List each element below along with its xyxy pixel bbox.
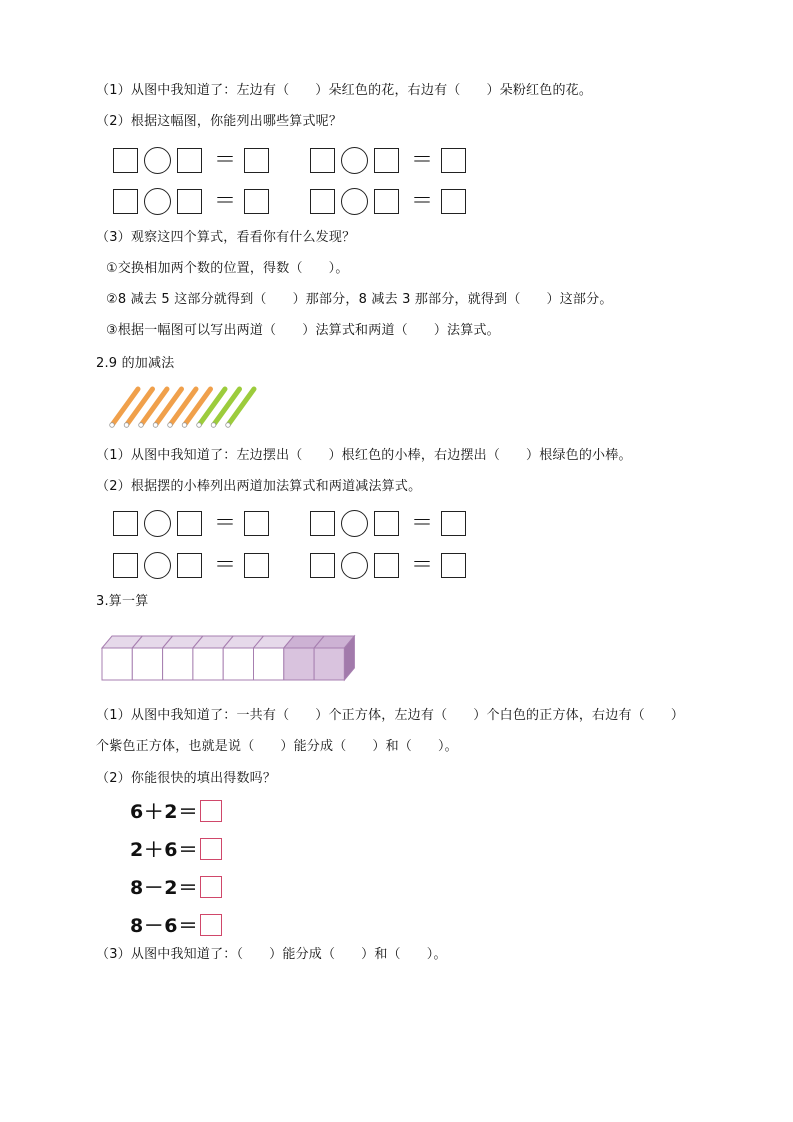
- operator-circle[interactable]: [144, 552, 171, 579]
- equation-row: [310, 510, 466, 537]
- equals-sign: ＝: [214, 189, 237, 214]
- answer-box[interactable]: [200, 876, 222, 898]
- answer-box[interactable]: [113, 553, 138, 578]
- s3-question-1-line1: （1）从图中我知道了：一共有（ ）个正方体，左边有（ ）个白色的正方体，右边有（ ）: [96, 708, 685, 723]
- equation-row: [310, 552, 466, 579]
- answer-box[interactable]: [441, 148, 466, 173]
- operator-circle[interactable]: [341, 552, 368, 579]
- calc-item: [130, 797, 222, 824]
- answer-box[interactable]: [310, 511, 335, 536]
- stick-end: [211, 423, 216, 428]
- s1-question-2: （2）根据这幅图，你能列出哪些算式呢？: [96, 114, 343, 129]
- stick-end: [139, 423, 144, 428]
- s2-question-2: （2）根据摆的小棒列出两道加法算式和两道减法算式。: [96, 479, 422, 494]
- operator-circle[interactable]: [341, 188, 368, 215]
- answer-box[interactable]: [374, 553, 399, 578]
- answer-box[interactable]: [310, 553, 335, 578]
- purple-cube: [314, 648, 344, 680]
- answer-box[interactable]: [244, 189, 269, 214]
- white-cube: [254, 648, 284, 680]
- sticks-illustration: [108, 384, 258, 430]
- operator-circle[interactable]: [144, 147, 171, 174]
- answer-box[interactable]: [177, 553, 202, 578]
- answer-box[interactable]: [200, 914, 222, 936]
- s2-question-1: （1）从图中我知道了：左边摆出（ ）根红色的小棒，右边摆出（ ）根绿色的小棒。: [96, 448, 632, 463]
- answer-box[interactable]: [310, 189, 335, 214]
- orange-stick: [112, 389, 138, 425]
- white-cube: [132, 648, 162, 680]
- s3-question-3: （3）从图中我知道了：（ ）能分成（ ）和（ ）。: [96, 947, 447, 962]
- equals-sign: ＝: [411, 148, 434, 173]
- s1-question-3: （3）观察这四个算式，看看你有什么发现？: [96, 230, 356, 245]
- answer-box[interactable]: [374, 189, 399, 214]
- s1-question-3b: ②8 减去 5 这部分就得到（ ）那部分，8 减去 3 那部分，就得到（ ）这部分。: [106, 292, 613, 307]
- operator-circle[interactable]: [341, 510, 368, 537]
- stick-end: [226, 423, 231, 428]
- answer-box[interactable]: [244, 148, 269, 173]
- answer-box[interactable]: [374, 148, 399, 173]
- answer-box[interactable]: [441, 189, 466, 214]
- stick-end: [153, 423, 158, 428]
- purple-cube: [284, 648, 314, 680]
- white-cube: [223, 648, 253, 680]
- answer-box[interactable]: [244, 553, 269, 578]
- answer-box[interactable]: [310, 148, 335, 173]
- s3-question-1-line2: 个紫色正方体，也就是说（ ）能分成（ ）和（ ）。: [96, 739, 458, 754]
- answer-box[interactable]: [441, 553, 466, 578]
- green-stick: [228, 389, 254, 425]
- equation-row: [113, 510, 269, 537]
- equals-sign: ＝: [411, 511, 434, 536]
- orange-stick: [127, 389, 153, 425]
- white-cube: [163, 648, 193, 680]
- operator-circle[interactable]: [144, 510, 171, 537]
- equals-sign: ＝: [214, 553, 237, 578]
- green-stick: [214, 389, 240, 425]
- s1-question-3a: ①交换相加两个数的位置，得数（ ）。: [106, 261, 349, 276]
- s2-title: 2.9 的加减法: [96, 356, 175, 371]
- equals-sign: ＝: [214, 511, 237, 536]
- calc-item: [130, 911, 222, 938]
- answer-box[interactable]: [177, 148, 202, 173]
- operator-circle[interactable]: [144, 188, 171, 215]
- orange-stick: [185, 389, 211, 425]
- calc-item: [130, 835, 222, 862]
- answer-box[interactable]: [244, 511, 269, 536]
- s3-title: 3.算一算: [96, 594, 149, 609]
- stick-end: [110, 423, 115, 428]
- equation-row: [113, 188, 269, 215]
- answer-box[interactable]: [177, 511, 202, 536]
- calc-expression: 6＋2＝: [130, 801, 199, 823]
- orange-stick: [170, 389, 196, 425]
- calc-expression: 2＋6＝: [130, 839, 199, 861]
- answer-box[interactable]: [200, 838, 222, 860]
- answer-box[interactable]: [113, 189, 138, 214]
- equation-row: [113, 147, 269, 174]
- stick-end: [168, 423, 173, 428]
- calc-item: [130, 873, 222, 900]
- s1-question-3c: ③根据一幅图可以写出两道（ ）法算式和两道（ ）法算式。: [106, 323, 500, 338]
- answer-box[interactable]: [200, 800, 222, 822]
- equals-sign: ＝: [411, 553, 434, 578]
- answer-box[interactable]: [113, 148, 138, 173]
- s1-question-1: （1）从图中我知道了：左边有（ ）朵红色的花，右边有（ ）朵粉红色的花。: [96, 83, 593, 98]
- operator-circle[interactable]: [341, 147, 368, 174]
- equals-sign: ＝: [214, 148, 237, 173]
- cubes-illustration: [100, 634, 362, 686]
- calc-expression: 8－2＝: [130, 877, 199, 899]
- orange-stick: [156, 389, 182, 425]
- answer-box[interactable]: [374, 511, 399, 536]
- equals-sign: ＝: [411, 189, 434, 214]
- orange-stick: [141, 389, 167, 425]
- stick-end: [124, 423, 129, 428]
- stick-end: [197, 423, 202, 428]
- white-cube: [102, 648, 132, 680]
- s3-question-2: （2）你能很快的填出得数吗？: [96, 771, 277, 786]
- stick-end: [182, 423, 187, 428]
- answer-box[interactable]: [441, 511, 466, 536]
- equation-row: [113, 552, 269, 579]
- white-cube: [193, 648, 223, 680]
- green-stick: [199, 389, 225, 425]
- equation-row: [310, 188, 466, 215]
- answer-box[interactable]: [113, 511, 138, 536]
- answer-box[interactable]: [177, 189, 202, 214]
- calc-expression: 8－6＝: [130, 915, 199, 937]
- equation-row: [310, 147, 466, 174]
